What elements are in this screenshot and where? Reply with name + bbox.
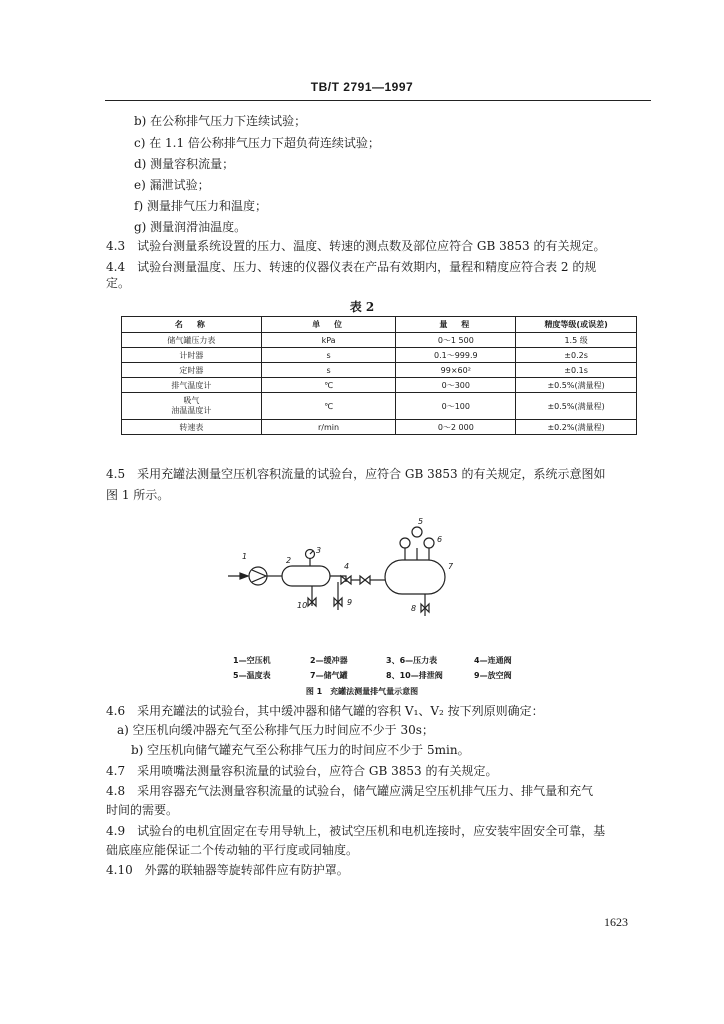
cell-accuracy: ±0.2%(满量程) [516,420,637,435]
cell-name: 计时器 [122,348,262,363]
clause-4-9-line2: 础底座应能保证二个传动轴的平行度或同轴度。 [106,843,359,857]
clause-4-8-line1: 4.8 采用容器充气法测量容积流量的试验台，储气罐应满足空压机排气压力、排气量和充气 [106,784,594,798]
table-row [122,420,637,435]
legend-5: 5—温度表 [233,671,271,680]
label-3: 3 [316,546,322,555]
col-header-name: 名 称 [122,317,262,333]
cell-name: 定时器 [122,363,262,378]
cell-accuracy: ±0.5%(满量程) [516,393,637,420]
temperature-gauge-5 [400,538,410,548]
compressor-symbol [249,567,267,585]
inline-valve [360,576,370,584]
cell-name: 排气温度计 [122,378,262,393]
table-row [122,348,637,363]
legend-6: 7—储气罐 [310,671,348,680]
instrument-stems [405,548,429,560]
clause-4-3: 4.3 试验台测量系统设置的压力、温度、转速的测点数及部位应符合 GB 3853 的有关规定。 [106,239,606,253]
header-rule [105,100,651,101]
table-row [122,378,637,393]
storage-tank [385,560,445,594]
pipe-2-4 [330,576,346,582]
clause-4-6-b: b) 空压机向储气罐充气至公称排气压力的时间应不少于 5min。 [131,743,470,757]
col-header-accuracy: 精度等级(或误差) [516,317,637,333]
legend-3: 3、6—压力表 [386,656,438,665]
list-item-f: f) 测量排气压力和温度； [134,199,267,213]
cell-unit: ℃ [261,393,396,420]
cell-range: 0～100 [396,393,516,420]
clause-4-9-line1: 4.9 试验台的电机宜固定在专用导轨上，被试空压机和电机连接时，应安装牢固安全可靠，基 [106,824,606,838]
table-row [122,363,637,378]
page-number: 1623 [604,915,628,929]
clause-4-6-a: a) 空压机向缓冲器充气至公称排气压力时间应不少于 30s； [117,723,434,737]
clause-4-10: 4.10 外露的联轴器等旋转部件应有防护罩。 [106,863,349,877]
cell-unit: s [261,348,396,363]
inlet-arrow [240,573,248,579]
col-header-unit: 单 位 [261,317,396,333]
table-header-row [122,317,637,333]
label-6: 6 [437,535,443,544]
label-7: 7 [448,562,454,571]
clause-4-8-line2: 时间的需要。 [106,803,179,817]
legend-1: 1—空压机 [233,656,271,665]
cell-unit: kPa [261,333,396,348]
cell-range: 0.1～999.9 [396,348,516,363]
label-5: 5 [418,517,424,526]
label-9: 9 [347,598,353,607]
list-item-g: g) 测量润滑油温度。 [134,220,247,234]
col-header-range: 量 程 [396,317,516,333]
label-4: 4 [344,562,350,571]
cell-accuracy: ±0.1s [516,363,637,378]
label-1: 1 [242,552,248,561]
cell-range: 0～2 000 [396,420,516,435]
label-8: 8 [411,604,417,613]
clause-4-6-line1: 4.6 采用充罐法的试验台，其中缓冲器和储气罐的容积 V₁、V₂ 按下列原则确定： [106,704,544,718]
gauge-3-needle [310,551,313,554]
clause-4-7: 4.7 采用喷嘴法测量容积流量的试验台，应符合 GB 3853 的有关规定。 [106,764,498,778]
cell-accuracy: 1.5 级 [516,333,637,348]
cell-range: 0～300 [396,378,516,393]
cell-range: 0～1 500 [396,333,516,348]
list-item-e: e) 漏泄试验； [134,178,210,192]
legend-2: 2—缓冲器 [310,656,348,665]
cell-name: 储气罐压力表 [122,333,262,348]
figure-caption: 图 1 充罐法测量排气量示意图 [305,687,419,696]
compressor-arrow [252,570,266,582]
table-row [122,333,637,348]
cell-unit: r/min [261,420,396,435]
legend-8: 9—放空阀 [474,671,512,680]
clause-4-5-line1: 4.5 采用充罐法测量空压机容积流量的试验台，应符合 GB 3853 的有关规定，系统示意图如 [106,467,606,481]
list-item-d: d) 测量容积流量； [134,157,235,171]
running-header: TB/T 2791—1997 [310,80,414,94]
cell-name: 吸气 油温温度计 [122,393,262,420]
cell-unit: ℃ [261,378,396,393]
legend-7: 8、10—排泄阀 [386,671,443,680]
pressure-gauge-6 [424,538,434,548]
clause-4-4-line1: 4.4 试验台测量温度、压力、转速的仪器仪表在产品有效期内，量程和精度应符合表 2 的规 [106,260,597,274]
cell-accuracy: ±0.2s [516,348,637,363]
clause-4-4-line2: 定。 [106,276,131,290]
legend-4: 4—连通阀 [474,656,512,665]
list-item-c: c) 在 1.1 倍公称排气压力下超负荷连续试验； [134,136,380,150]
label-10: 10 [297,601,308,610]
table-title: 表 2 [349,300,375,314]
buffer-tank [282,566,330,586]
instrument-spec-table [121,316,637,435]
cell-range: 99×60² [396,363,516,378]
system-schematic [210,510,470,620]
label-2: 2 [286,556,292,565]
table-row [122,393,637,420]
list-item-b: b) 在公称排气压力下连续试验； [134,114,307,128]
cell-unit: s [261,363,396,378]
cell-accuracy: ±0.5%(满量程) [516,378,637,393]
pressure-gauge-6a [412,527,422,537]
clause-4-5-line2: 图 1 所示。 [106,488,170,502]
cell-name: 转速表 [122,420,262,435]
